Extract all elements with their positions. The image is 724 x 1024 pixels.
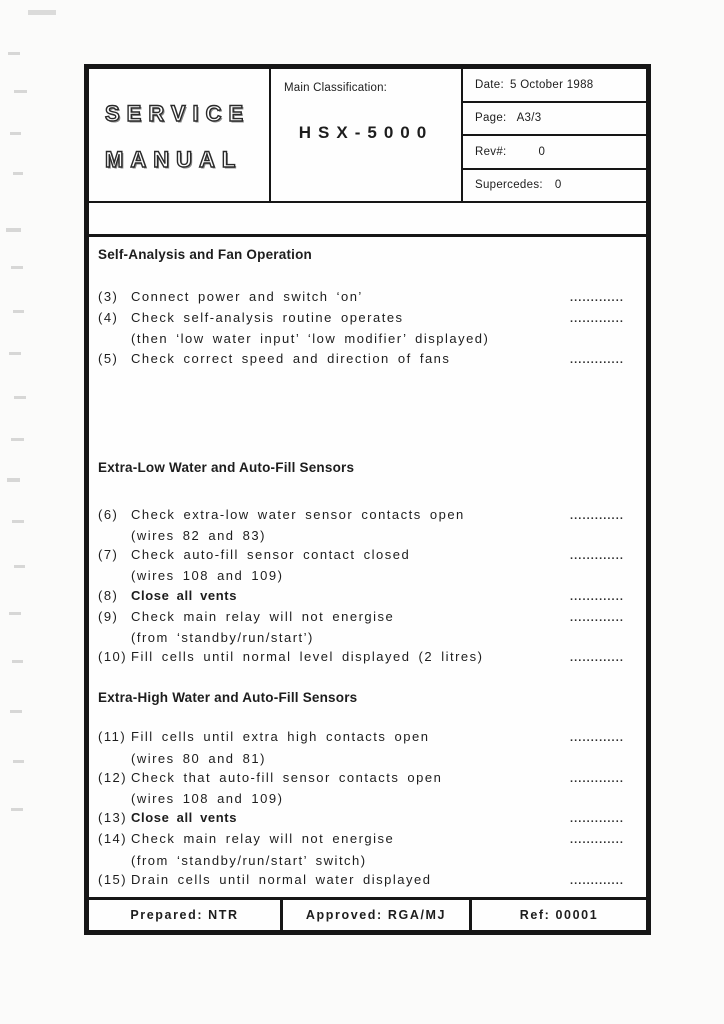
- checklist-item: [95, 749, 638, 768]
- scan-artifact: [14, 396, 26, 399]
- item-text: (wires 82 and 83): [131, 528, 266, 544]
- checklist-item: [95, 727, 638, 748]
- dot-leader: .............: [570, 772, 625, 785]
- item-text: Check main relay will not energise: [131, 608, 395, 624]
- scan-artifact: [14, 90, 27, 93]
- item-text: Connect power and switch ‘on’: [131, 289, 363, 304]
- item-number: (15): [98, 871, 128, 887]
- section-heading: Extra-Low Water and Auto-Fill Sensors: [98, 459, 355, 475]
- item-text: (then ‘low water input’ ‘low modifier’ displayed): [131, 331, 490, 347]
- scan-artifact: [12, 520, 24, 523]
- item-text: (wires 108 and 109): [131, 568, 284, 584]
- footer: [89, 897, 646, 930]
- item-text: (wires 80 and 81): [131, 750, 266, 766]
- header-spacer-band: [89, 203, 646, 237]
- item-text: (wires 108 and 109): [131, 791, 284, 807]
- scan-artifact: [11, 438, 24, 441]
- checklist-item: [95, 308, 638, 329]
- header-info-row: [463, 170, 646, 202]
- dot-leader: .............: [570, 550, 625, 563]
- header-info-rows: [463, 69, 646, 201]
- section: [95, 247, 638, 370]
- info-value: 0: [554, 179, 562, 192]
- item-text: Check auto-fill sensor contact closed: [131, 547, 411, 563]
- dot-leader: .............: [570, 611, 625, 624]
- dot-leader: .............: [570, 732, 625, 745]
- footer-ref: Ref: 00001: [519, 908, 599, 922]
- scan-artifact: [10, 710, 22, 713]
- item-text: Close all vents: [131, 587, 238, 603]
- info-label: Supercedes:: [475, 179, 543, 192]
- checklist-item: [95, 870, 638, 891]
- header-info-row: [463, 136, 646, 170]
- dot-leader: .............: [570, 834, 625, 847]
- dot-leader: .............: [570, 874, 625, 887]
- header-info-row: [463, 103, 646, 137]
- item-number: (6): [98, 506, 119, 522]
- item-number: (7): [98, 547, 119, 563]
- scan-artifact: [11, 808, 23, 811]
- info-value: 5 October 1988: [510, 78, 594, 91]
- scan-artifact: [8, 52, 20, 55]
- scan-artifact: [14, 565, 25, 568]
- item-text: Close all vents: [131, 810, 238, 826]
- info-label: Rev#:: [475, 145, 507, 158]
- footer-approved: Approved: RGA/MJ: [283, 900, 472, 930]
- item-number: (3): [98, 289, 119, 304]
- item-text: Fill cells until extra high contacts open: [131, 729, 430, 745]
- checklist-item: [95, 586, 638, 607]
- footer-prepared: Prepared: NTR: [89, 900, 283, 930]
- checklist-item: [95, 329, 638, 348]
- dot-leader: .............: [570, 652, 625, 665]
- scan-artifact: [7, 478, 20, 482]
- info-value: A3/3: [516, 112, 542, 125]
- item-text: Check self-analysis routine operates: [131, 310, 404, 326]
- brand-block: [89, 69, 271, 201]
- header: [89, 69, 646, 203]
- item-number: (13): [98, 810, 128, 826]
- checklist-item: [95, 829, 638, 850]
- checklist-item: [95, 768, 638, 789]
- info-value: 0: [538, 145, 546, 158]
- info-label: Date:: [475, 78, 504, 91]
- checklist-item: [95, 628, 638, 647]
- scan-artifact: [13, 310, 24, 313]
- scan-artifact: [12, 660, 23, 663]
- scan-artifact: [9, 612, 21, 615]
- section-heading: Extra-High Water and Auto-Fill Sensors: [98, 690, 358, 706]
- checklist-item: [95, 545, 638, 566]
- item-number: (14): [98, 831, 128, 847]
- checklist-item: [95, 349, 638, 370]
- section: [95, 460, 638, 669]
- document-frame: [84, 64, 651, 935]
- item-number: (8): [98, 587, 119, 603]
- brand-title-line2: MANUAL: [105, 147, 243, 172]
- info-label: Page:: [475, 112, 507, 125]
- item-text: Check extra-low water sensor contacts open: [131, 506, 465, 522]
- classification-label: Main Classification:: [284, 82, 388, 94]
- checklist-item: [95, 647, 638, 668]
- item-text: (from ‘standby/run/start’): [131, 630, 314, 646]
- checklist-item: [95, 607, 638, 628]
- checklist-item: [95, 505, 638, 526]
- checklist-item: [95, 287, 638, 308]
- checklist-item: [95, 566, 638, 585]
- item-text: Check that auto-fill sensor contacts open: [131, 769, 443, 785]
- header-info-row: [463, 69, 646, 103]
- item-text: Drain cells until normal water displayed: [131, 871, 432, 887]
- checklist-item: [95, 851, 638, 870]
- item-number: (10): [98, 649, 128, 665]
- classification-block: [271, 69, 463, 201]
- section-heading: Self-Analysis and Fan Operation: [98, 247, 312, 262]
- dot-leader: .............: [570, 353, 625, 366]
- checklist-item: [95, 789, 638, 808]
- brand-title-line1: SERVICE: [105, 101, 251, 126]
- model-number: HSX-5000: [298, 123, 434, 142]
- item-number: (4): [98, 310, 119, 326]
- item-text: (from ‘standby/run/start’ switch): [131, 852, 367, 868]
- section: [95, 690, 638, 891]
- dot-leader: .............: [570, 509, 625, 522]
- scan-artifact: [10, 132, 21, 135]
- item-number: (12): [98, 769, 128, 785]
- dot-leader: .............: [570, 590, 625, 603]
- item-number: (11): [98, 729, 127, 745]
- scan-artifact: [9, 352, 21, 355]
- item-number: (9): [98, 608, 119, 624]
- scan-artifact: [6, 228, 21, 232]
- dot-leader: .............: [570, 813, 625, 826]
- scan-artifact: [13, 172, 23, 175]
- item-text: Fill cells until normal level displayed (2 litres): [131, 649, 484, 665]
- scan-artifact: [11, 266, 23, 269]
- item-text: Check correct speed and direction of fans: [131, 350, 451, 366]
- scan-artifact: [13, 760, 24, 763]
- item-number: (5): [98, 350, 119, 366]
- dot-leader: .............: [570, 313, 625, 326]
- scan-artifact: [28, 10, 56, 15]
- content-area: [89, 237, 646, 897]
- checklist-item: [95, 808, 638, 829]
- item-text: Check main relay will not energise: [131, 831, 395, 847]
- checklist-item: [95, 526, 638, 545]
- dot-leader: .............: [570, 292, 625, 304]
